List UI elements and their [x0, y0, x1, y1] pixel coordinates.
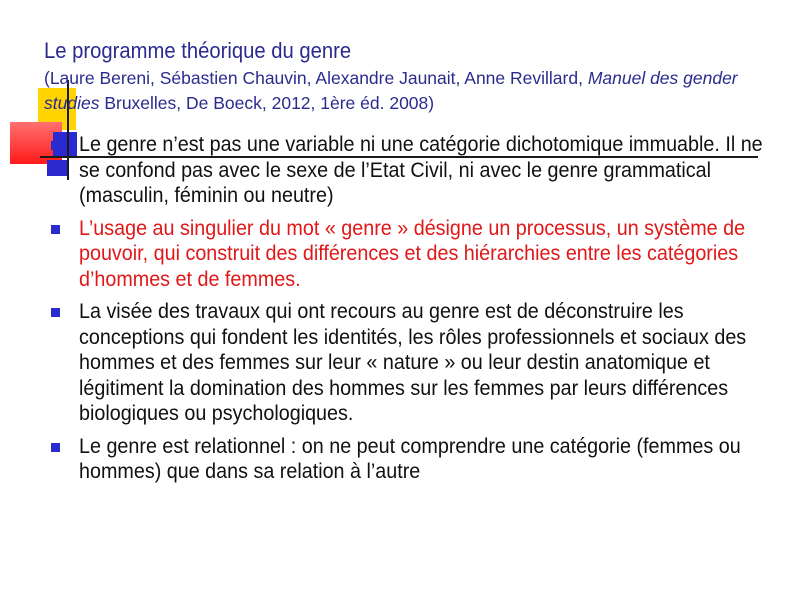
bullet-item [50, 216, 770, 293]
square-bullet-icon [51, 443, 60, 452]
bullet-item [50, 132, 770, 209]
citation [44, 66, 784, 116]
bullet-text: La visée des travaux qui ont recours au genre est de déconstruire les conceptions qui fondent les identités, les rôles professionnels et sociaux des hommes et des femmes sur leur « nature » ou leur destin anatomique et légitiment la domination des hommes sur les femmes par leurs différences biologiques ou psychologiques. [79, 300, 747, 425]
slide-title: Le programme théorique du genre [44, 38, 352, 63]
bullet-item [50, 299, 770, 427]
citation-publisher: Bruxelles, De Boeck, 2012, 1ère éd. 2008) [99, 93, 435, 113]
square-bullet-icon [51, 308, 60, 317]
title-block [44, 38, 784, 116]
bullet-text: L’usage au singulier du mot « genre » désigne un processus, un système de pouvoir, qui construit des différences et des hiérarchies entre les catégories d’hommes et de femmes. [79, 216, 746, 291]
bullet-text: Le genre est relationnel : on ne peut comprendre une catégorie (femmes ou hommes) que dans sa relation à l’autre [79, 434, 741, 483]
citation-book-title: Manuel des gender studies [44, 68, 738, 113]
square-bullet-icon [51, 141, 60, 150]
citation-authors: (Laure Bereni, Sébastien Chauvin, Alexandre Jaunait, Anne Revillard, [44, 68, 588, 88]
bullet-list [50, 132, 770, 492]
square-bullet-icon [51, 225, 60, 234]
bullet-text: Le genre n’est pas une variable ni une catégorie dichotomique immuable. Il ne se confond pas avec le sexe de l’Etat Civil, ni avec le genre grammatical (masculin, féminin ou neutre) [79, 133, 763, 207]
bullet-item [50, 434, 770, 485]
